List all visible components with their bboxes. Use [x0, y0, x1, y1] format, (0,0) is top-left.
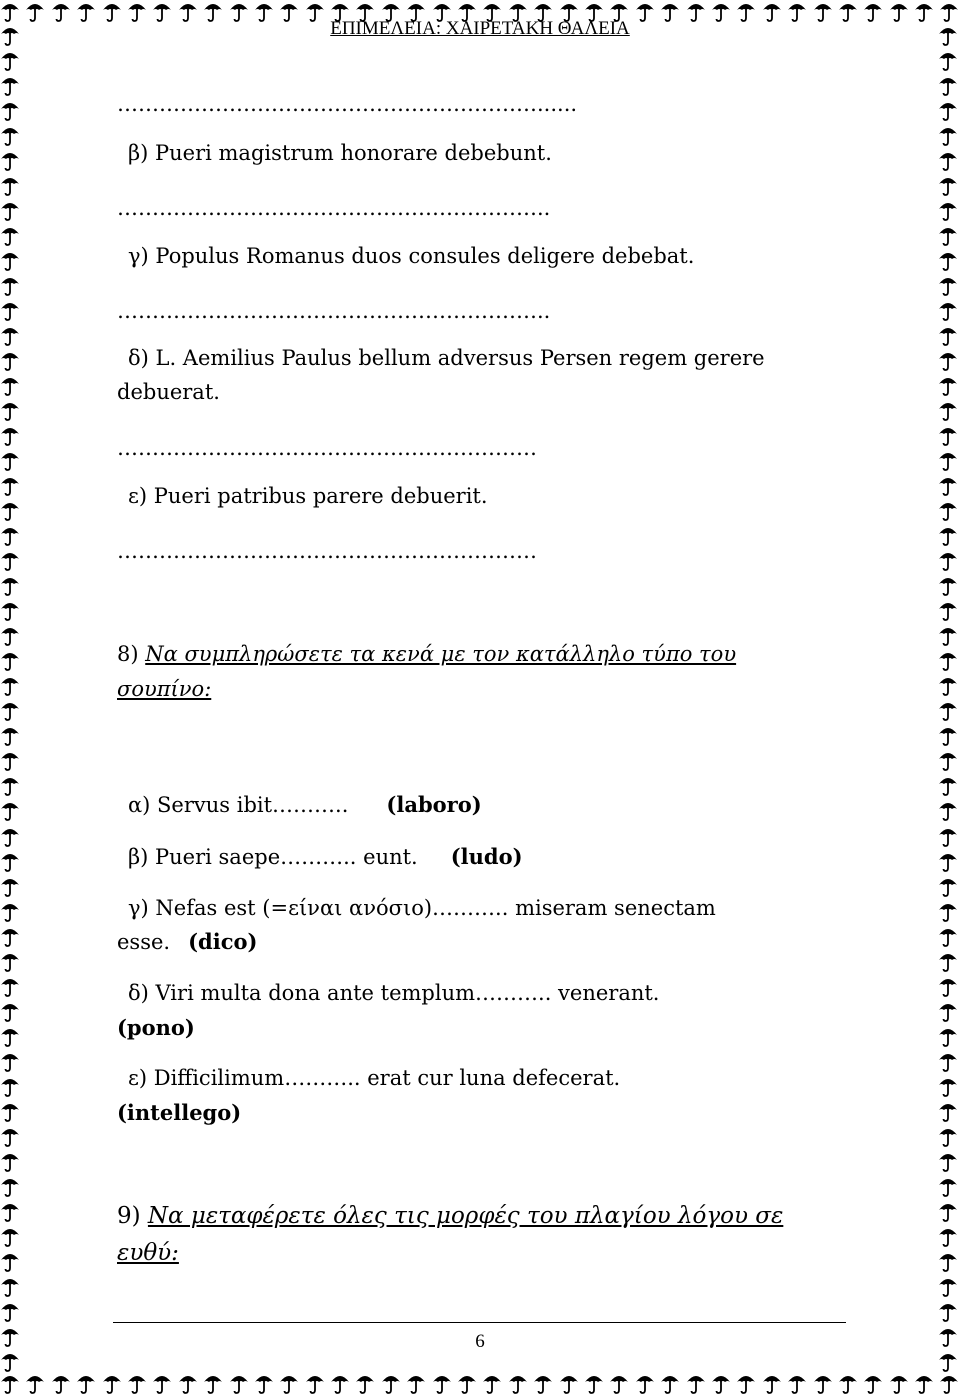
umbrella-icon — [0, 424, 20, 446]
umbrella-icon — [0, 1050, 20, 1072]
umbrella-icon — [0, 399, 20, 421]
umbrella-icon — [938, 574, 958, 596]
umbrella-icon — [0, 1300, 20, 1322]
exercise-c-sentence: γ) Populus Romanus duos consules deligere debebat. — [128, 244, 695, 268]
umbrella-icon — [0, 474, 20, 496]
umbrella-icon — [0, 699, 20, 721]
umbrella-icon — [0, 875, 20, 897]
umbrella-icon — [0, 1100, 20, 1122]
umbrella-icon — [0, 850, 20, 872]
umbrella-icon — [938, 324, 958, 346]
umbrella-icon — [938, 349, 958, 371]
umbrella-icon — [51, 1372, 71, 1394]
umbrella-icon — [938, 774, 958, 796]
question-9-heading — [117, 1203, 783, 1229]
umbrella-icon — [838, 1372, 858, 1394]
umbrella-icon — [938, 149, 958, 171]
umbrella-icon — [938, 1300, 958, 1322]
umbrella-icon — [0, 1275, 20, 1297]
answer-dots: …………………………………………………….. — [117, 299, 551, 323]
umbrella-icon — [508, 1372, 528, 1394]
umbrella-icon — [0, 1125, 20, 1147]
umbrella-icon — [938, 825, 958, 847]
umbrella-icon — [0, 549, 20, 571]
umbrella-icon — [229, 1372, 249, 1394]
footer-rule — [113, 1322, 846, 1323]
umbrella-icon — [660, 1372, 680, 1394]
umbrella-icon — [406, 1372, 426, 1394]
umbrella-icon — [938, 900, 958, 922]
question-number: 9) — [117, 1203, 148, 1229]
decorative-border-bottom — [0, 1372, 960, 1396]
umbrella-icon — [0, 674, 20, 696]
fill-blank-b — [128, 844, 523, 869]
umbrella-icon — [0, 149, 20, 171]
decorative-border-left — [0, 24, 24, 1372]
umbrella-icon — [938, 975, 958, 997]
umbrella-icon — [889, 1372, 909, 1394]
umbrella-icon — [0, 649, 20, 671]
umbrella-icon — [0, 299, 20, 321]
umbrella-icon — [813, 1372, 833, 1394]
exercise-e-sentence: ε) Pueri patribus parere debuerit. — [128, 484, 488, 508]
umbrella-icon — [938, 1025, 958, 1047]
question-8-heading — [117, 642, 736, 666]
umbrella-icon — [938, 474, 958, 496]
umbrella-icon — [938, 674, 958, 696]
decorative-border-right — [938, 24, 960, 1372]
umbrella-icon — [938, 549, 958, 571]
fill-blank-c-cont — [117, 929, 257, 954]
umbrella-icon — [938, 524, 958, 546]
umbrella-icon — [938, 1050, 958, 1072]
verb-hint: (laboro) — [386, 792, 482, 817]
umbrella-icon — [0, 199, 20, 221]
question-number: 8) — [117, 642, 146, 666]
verb-hint: (pono) — [117, 1015, 195, 1040]
umbrella-icon — [305, 1372, 325, 1394]
umbrella-icon — [0, 1150, 20, 1172]
umbrella-icon — [178, 1372, 198, 1394]
umbrella-icon — [938, 599, 958, 621]
umbrella-icon — [0, 1075, 20, 1097]
sentence: esse. — [117, 930, 171, 954]
umbrella-icon — [938, 1275, 958, 1297]
fill-blank-e: ε) Difficilimum……….. erat cur luna defecerat. — [128, 1066, 621, 1090]
umbrella-icon — [938, 799, 958, 821]
umbrella-icon — [432, 1372, 452, 1394]
umbrella-icon — [0, 124, 20, 146]
umbrella-icon — [938, 1100, 958, 1122]
umbrella-icon — [938, 99, 958, 121]
question-title-cont: σουπίνο: — [117, 677, 212, 701]
umbrella-icon — [0, 174, 20, 196]
umbrella-icon — [127, 1372, 147, 1394]
umbrella-icon — [938, 74, 958, 96]
umbrella-icon — [609, 1372, 629, 1394]
verb-hint: (dico) — [188, 929, 258, 954]
umbrella-icon — [0, 274, 20, 296]
umbrella-icon — [0, 49, 20, 71]
umbrella-icon — [863, 1372, 883, 1394]
umbrella-icon — [0, 74, 20, 96]
umbrella-icon — [686, 1372, 706, 1394]
umbrella-icon — [102, 1372, 122, 1394]
fill-blank-a — [128, 792, 482, 817]
umbrella-icon — [0, 99, 20, 121]
umbrella-icon — [381, 1372, 401, 1394]
umbrella-icon — [254, 1372, 274, 1394]
umbrella-icon — [938, 749, 958, 771]
umbrella-icon — [0, 499, 20, 521]
umbrella-icon — [938, 499, 958, 521]
umbrella-icon — [457, 1372, 477, 1394]
umbrella-icon — [0, 624, 20, 646]
umbrella-icon — [482, 1372, 502, 1394]
umbrella-icon — [938, 1125, 958, 1147]
umbrella-icon — [25, 1372, 45, 1394]
umbrella-icon — [914, 1372, 934, 1394]
fill-blank-c: γ) Nefas est (=είναι ανόσιο)……….. miseram senectam — [128, 896, 716, 920]
umbrella-icon — [0, 249, 20, 271]
umbrella-icon — [0, 1250, 20, 1272]
umbrella-icon — [0, 349, 20, 371]
umbrella-icon — [0, 1200, 20, 1222]
umbrella-icon — [0, 1000, 20, 1022]
question-title-cont: ευθύ: — [117, 1240, 179, 1266]
umbrella-icon — [0, 574, 20, 596]
umbrella-icon — [0, 524, 20, 546]
umbrella-icon — [938, 724, 958, 746]
umbrella-icon — [938, 950, 958, 972]
umbrella-icon — [939, 1372, 959, 1394]
umbrella-icon — [938, 449, 958, 471]
verb-hint: (intellego) — [117, 1100, 242, 1125]
umbrella-icon — [938, 1000, 958, 1022]
umbrella-icon — [559, 1372, 579, 1394]
umbrella-icon — [0, 900, 20, 922]
exercise-b-sentence: β) Pueri magistrum honorare debebunt. — [128, 141, 552, 165]
umbrella-icon — [711, 1372, 731, 1394]
umbrella-icon — [76, 1372, 96, 1394]
umbrella-icon — [0, 724, 20, 746]
answer-dots: …………………………………………………….. — [117, 196, 551, 220]
umbrella-icon — [938, 1175, 958, 1197]
umbrella-icon — [938, 374, 958, 396]
umbrella-icon — [938, 1250, 958, 1272]
umbrella-icon — [355, 1372, 375, 1394]
umbrella-icon — [635, 1372, 655, 1394]
umbrella-icon — [938, 399, 958, 421]
answer-dots: …………………………………………………… — [117, 539, 537, 563]
umbrella-icon — [938, 1075, 958, 1097]
umbrella-icon — [938, 299, 958, 321]
umbrella-icon — [0, 1175, 20, 1197]
umbrella-icon — [152, 1372, 172, 1394]
umbrella-icon — [938, 274, 958, 296]
umbrella-icon — [0, 749, 20, 771]
umbrella-icon — [938, 1225, 958, 1247]
umbrella-icon — [0, 774, 20, 796]
umbrella-icon — [533, 1372, 553, 1394]
umbrella-icon — [203, 1372, 223, 1394]
umbrella-icon — [0, 599, 20, 621]
umbrella-icon — [0, 1350, 20, 1372]
answer-dots: ……………………………………………………...... — [117, 92, 578, 116]
umbrella-icon — [0, 799, 20, 821]
umbrella-icon — [0, 324, 20, 346]
umbrella-icon — [938, 1350, 958, 1372]
umbrella-icon — [938, 124, 958, 146]
umbrella-icon — [938, 925, 958, 947]
umbrella-icon — [0, 975, 20, 997]
question-9-heading-cont — [117, 1240, 179, 1266]
page-number: 6 — [475, 1331, 485, 1352]
umbrella-icon — [330, 1372, 350, 1394]
question-title: Να συμπληρώσετε τα κενά με τον κατάλληλο τύπο του — [145, 642, 737, 666]
umbrella-icon — [0, 1372, 20, 1394]
umbrella-icon — [938, 875, 958, 897]
umbrella-icon — [0, 925, 20, 947]
umbrella-icon — [762, 1372, 782, 1394]
page-header: ΕΠΙΜΕΛΕΙΑ: ΧΑΙΡΕΤΑΚΗ ΘΑΛΕΙΑ — [330, 18, 630, 39]
umbrella-icon — [279, 1372, 299, 1394]
question-title: Να μεταφέρετε όλες τις μορφές του πλαγίου λόγου σε — [147, 1203, 784, 1229]
umbrella-icon — [787, 1372, 807, 1394]
umbrella-icon — [736, 1372, 756, 1394]
umbrella-icon — [584, 1372, 604, 1394]
sentence: β) Pueri saepe……….. eunt. — [128, 845, 418, 869]
umbrella-icon — [938, 850, 958, 872]
umbrella-icon — [938, 624, 958, 646]
umbrella-icon — [938, 649, 958, 671]
umbrella-icon — [0, 950, 20, 972]
question-8-heading-cont — [117, 677, 211, 701]
umbrella-icon — [0, 374, 20, 396]
umbrella-icon — [938, 699, 958, 721]
verb-hint: (ludo) — [450, 844, 523, 869]
umbrella-icon — [0, 825, 20, 847]
umbrella-icon — [0, 1225, 20, 1247]
umbrella-icon — [0, 449, 20, 471]
umbrella-icon — [938, 249, 958, 271]
umbrella-icon — [938, 1200, 958, 1222]
answer-dots: …………………………………………………… — [117, 436, 537, 460]
umbrella-icon — [938, 1150, 958, 1172]
umbrella-icon — [938, 224, 958, 246]
umbrella-icon — [938, 424, 958, 446]
exercise-d-sentence: δ) L. Aemilius Paulus bellum adversus Persen regem gerere — [128, 346, 765, 370]
exercise-d-sentence-cont: debuerat. — [117, 380, 220, 404]
umbrella-icon — [938, 49, 958, 71]
umbrella-icon — [0, 1025, 20, 1047]
sentence: α) Servus ibit……….. — [128, 793, 349, 817]
umbrella-icon — [938, 199, 958, 221]
umbrella-icon — [0, 224, 20, 246]
fill-blank-d: δ) Viri multa dona ante templum……….. venerant. — [128, 981, 660, 1005]
umbrella-icon — [938, 174, 958, 196]
